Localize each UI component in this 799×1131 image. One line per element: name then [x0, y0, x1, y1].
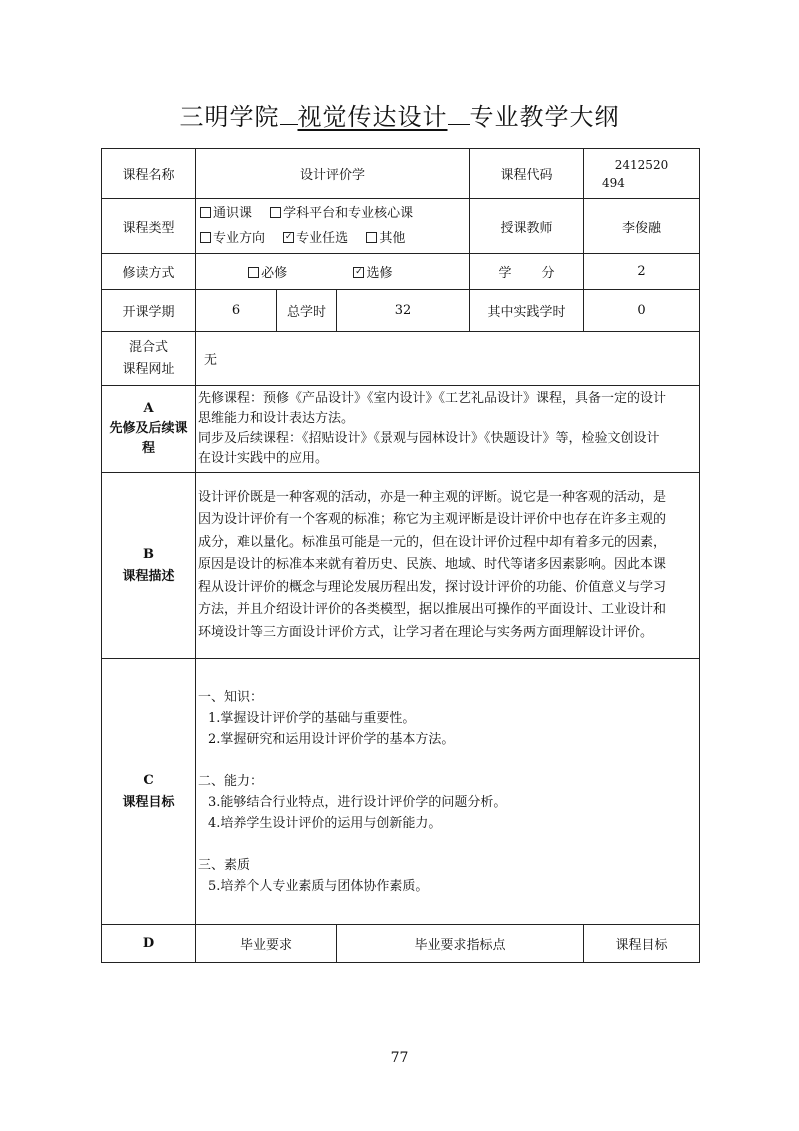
- description-line: 环境设计等三方面设计评价方式，让学习者在理论与实务两方面理解设计评价。: [198, 624, 654, 640]
- section-c-label: C 课程目标: [102, 659, 196, 925]
- prereq-line: 先修课程：预修《产品设计》《室内设计》《工艺礼品设计》课程，具备一定的设计: [198, 391, 667, 406]
- goal-heading: 一、知识：: [198, 689, 264, 705]
- type-option-direction[interactable]: 专业方向: [200, 231, 265, 246]
- row-semester: [102, 290, 700, 332]
- credit-value: 2: [584, 254, 700, 290]
- page-title: [0, 100, 799, 134]
- goal-item: 3.能够结合行业特点，进行设计评价学的问题分析。: [208, 794, 507, 810]
- mixed-url-label: 混合式 课程网址: [102, 332, 196, 386]
- hours-label: 总学时: [277, 290, 337, 332]
- row-section-b: [102, 473, 700, 659]
- goal-item: 1.掌握设计评价学的基础与重要性。: [208, 710, 416, 726]
- practice-label: 其中实践学时: [470, 290, 584, 332]
- study-mode-required[interactable]: 必修: [248, 266, 287, 281]
- hours-value: 32: [337, 290, 470, 332]
- section-c-content: [196, 659, 700, 925]
- row-mixed-url: [102, 332, 700, 386]
- syllabus-table: [101, 148, 700, 963]
- study-mode-optional[interactable]: ✓ 选修: [355, 266, 393, 281]
- goal-heading: 三、素质: [198, 857, 251, 873]
- checkbox-unchecked-icon: [248, 267, 259, 278]
- section-a-letter: A: [143, 401, 154, 416]
- description-line: 方法，并且介绍设计评价的各类模型，据以推展出可操作的平面设计、工业设计和: [198, 602, 667, 618]
- course-name-value: 设计评价学: [196, 149, 470, 199]
- checkbox-unchecked-icon: [366, 232, 377, 243]
- checkbox-checked-icon: ✓: [284, 232, 293, 242]
- study-mode-label: 修读方式: [102, 254, 196, 290]
- semester-value: 6: [196, 290, 277, 332]
- row-course-name: [102, 149, 700, 199]
- row-section-c: [102, 659, 700, 925]
- title-school: 三明学院: [179, 103, 280, 131]
- section-b-label: B 课程描述: [102, 473, 196, 659]
- course-name-label: 课程名称: [102, 149, 196, 199]
- prereq-line: 思维能力和设计表达方法。: [198, 411, 355, 426]
- study-mode-options: [196, 254, 470, 290]
- type-option-elective[interactable]: ✓ 专业任选: [284, 231, 349, 246]
- goal-heading: 二、能力：: [198, 773, 264, 789]
- mixed-url-value: 无: [196, 332, 700, 386]
- course-code-line1: 2412520: [614, 157, 669, 172]
- checkbox-unchecked-icon: [270, 207, 281, 218]
- row-study-mode: [102, 254, 700, 290]
- section-b-letter: B: [143, 546, 154, 562]
- followup-line: 在设计实践中的应用。: [198, 451, 329, 466]
- section-d-letter: D: [102, 925, 196, 963]
- row-course-type: [102, 199, 700, 254]
- section-d-col-course-goal: 课程目标: [584, 925, 700, 963]
- goal-item: 4.培养学生设计评价的运用与创新能力。: [208, 815, 442, 831]
- practice-value: 0: [584, 290, 700, 332]
- type-option-other[interactable]: 其他: [366, 231, 405, 246]
- row-section-d: [102, 925, 700, 963]
- followup-line: 同步及后续课程：《招贴设计》《景观与园林设计》《快题设计》等，检验文创设计: [198, 431, 660, 446]
- row-section-a: [102, 386, 700, 473]
- page-number: 77: [390, 1050, 409, 1066]
- course-type-label: 课程类型: [102, 199, 196, 254]
- checkbox-unchecked-icon: [200, 207, 211, 218]
- section-c-letter: C: [143, 772, 154, 788]
- course-type-options: [196, 199, 470, 254]
- checkbox-checked-icon: ✓: [355, 267, 363, 277]
- section-b-content: [196, 473, 700, 659]
- course-code-value: [584, 149, 700, 199]
- goal-item: 5.培养个人专业素质与团体协作素质。: [208, 878, 429, 894]
- credit-label: 学 分: [470, 254, 584, 290]
- section-a-content: [196, 386, 700, 473]
- teacher-label: 授课教师: [470, 199, 584, 254]
- title-major: 视觉传达设计: [297, 103, 448, 131]
- title-underline-left: [280, 102, 298, 125]
- goal-item: 2.掌握研究和运用设计评价学的基本方法。: [208, 731, 455, 747]
- type-option-platform[interactable]: 学科平台和专业核心课: [270, 206, 413, 221]
- section-d-col-indicator: 毕业要求指标点: [337, 925, 584, 963]
- title-underline-right: [448, 102, 470, 125]
- course-code-label: 课程代码: [470, 149, 584, 199]
- section-d-col-graduation-req: 毕业要求: [196, 925, 337, 963]
- section-a-label: A 先修及后续课 程: [102, 386, 196, 473]
- checkbox-unchecked-icon: [200, 232, 211, 243]
- description-line: 因为设计评价有一个客观的标准；称它为主观评断是设计评价中也存在许多主观的: [198, 512, 667, 528]
- title-suffix: 专业教学大纲: [469, 103, 620, 131]
- type-option-general[interactable]: 通识课: [200, 206, 252, 221]
- description-line: 原因是设计的标准本来就有着历史、民族、地域、时代等诸多因素影响。因此本课: [198, 557, 667, 573]
- description-line: 程从设计评价的概念与理论发展历程出发，探讨设计评价的功能、价值意义与学习: [198, 579, 667, 595]
- teacher-value: 李俊融: [584, 199, 700, 254]
- course-code-line2: 494: [602, 175, 625, 190]
- semester-label: 开课学期: [102, 290, 196, 332]
- description-line: 成分，难以量化。标准虽可能是一元的，但在设计评价过程中却有着多元的因素，: [198, 534, 667, 550]
- description-line: 设计评价既是一种客观的活动，亦是一种主观的评断。说它是一种客观的活动，是: [198, 489, 667, 505]
